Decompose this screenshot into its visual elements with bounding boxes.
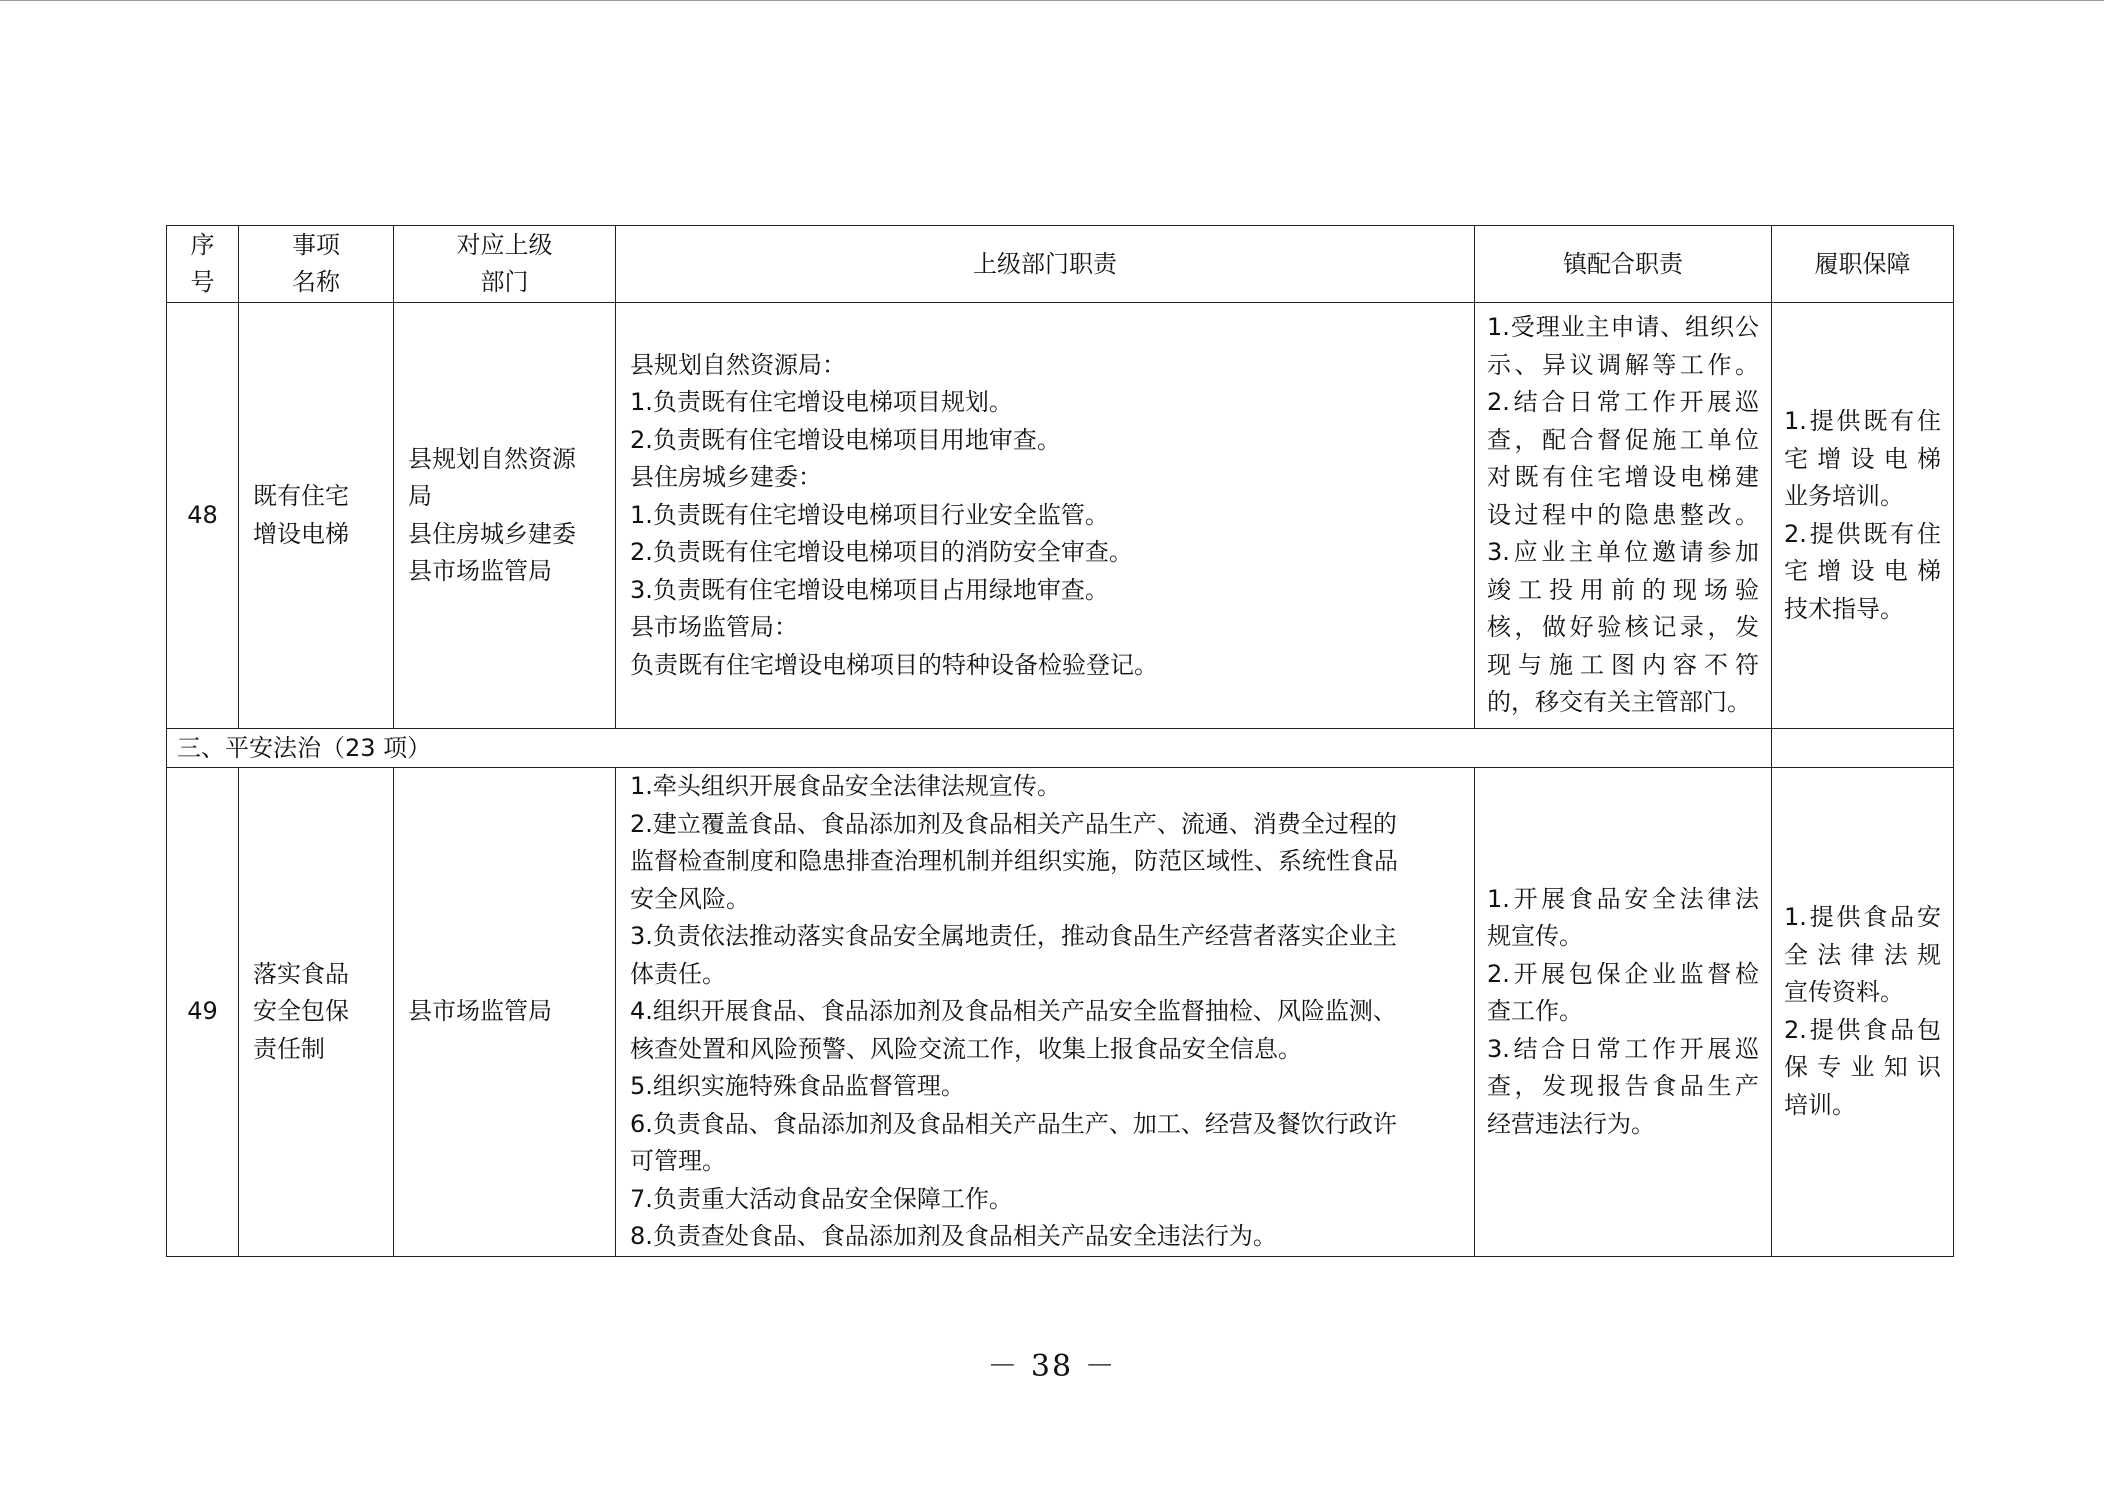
header-row [167, 226, 1954, 303]
page-top-edge [0, 0, 2104, 1]
department: 县规划自然资源 局 县住房城乡建委 县市场监管局 [394, 303, 616, 729]
section-row [167, 729, 1954, 768]
item-name: 落实食品 安全包保 责任制 [239, 768, 394, 1257]
header-idx: 序 号 [167, 226, 239, 303]
section-heading: 三、平安法治（23 项） [167, 729, 1772, 768]
header-dept: 对应上级 部门 [394, 226, 616, 303]
header-name: 事项 名称 [239, 226, 394, 303]
table-row [167, 303, 1954, 729]
header-upper: 上级部门职责 [616, 226, 1475, 303]
upper-duties: 县规划自然资源局： 1.负责既有住宅增设电梯项目规划。 2.负责既有住宅增设电梯项目用地审查。 县住房城乡建委： 1.负责既有住宅增设电梯项目行业安全监管。 2.负责既有住宅增设电梯项目的消防安全审查。 3.负责既有住宅增设电梯项目占用绿地审查。 县市场监管局： 负责既有住宅增设电梯项目的特种设备检验登记。 [616, 303, 1475, 729]
section-empty-cell [1772, 729, 1954, 768]
duty-table [166, 225, 1954, 1257]
row-index: 48 [167, 303, 239, 729]
department: 县市场监管局 [394, 768, 616, 1257]
guarantee: 1.提供食品安 全法律法规 宣传资料。 2.提供食品包 保专业知识 培训。 [1772, 768, 1954, 1257]
item-name: 既有住宅 增设电梯 [239, 303, 394, 729]
town-duties: 1.开展食品安全法律法 规宣传。 2.开展包保企业监督检 查工作。 3.结合日常工作开展巡 查，发现报告食品生产 经营违法行为。 [1475, 768, 1772, 1257]
page-number: － 38 － [987, 1349, 1117, 1384]
header-guarantee: 履职保障 [1772, 226, 1954, 303]
header-town: 镇配合职责 [1475, 226, 1772, 303]
town-duties: 1.受理业主申请、组织公 示、异议调解等工作。 2.结合日常工作开展巡 查，配合督促施工单位 对既有住宅增设电梯建 设过程中的隐患整改。 3.应业主单位邀请参加 竣工投用前的现场验 核，做好验核记录，发 现与施工图内容不符 的，移交有关主管部门。 [1475, 303, 1772, 729]
row-index: 49 [167, 768, 239, 1257]
guarantee: 1.提供既有住 宅增设电梯 业务培训。 2.提供既有住 宅增设电梯 技术指导。 [1772, 303, 1954, 729]
table-row [167, 768, 1954, 1257]
upper-duties: 1.牵头组织开展食品安全法律法规宣传。 2.建立覆盖食品、食品添加剂及食品相关产品生产、流通、消费全过程的 监督检查制度和隐患排查治理机制并组织实施，防范区域性、系统性食品 安全风险。 3.负责依法推动落实食品安全属地责任，推动食品生产经营者落实企业主 体责任。 4.组织开展食品、食品添加剂及食品相关产品安全监督抽检、风险监测、 核查处置和风险预警、风险交流工作，收集上报食品安全信息。 5.组织实施特殊食品监督管理。 6.负责食品、食品添加剂及食品相关产品生产、加工、经营及餐饮行政许 可管理。 7.负责重大活动食品安全保障工作。 8.负责查处食品、食品添加剂及食品相关产品安全违法行为。 [616, 768, 1475, 1257]
